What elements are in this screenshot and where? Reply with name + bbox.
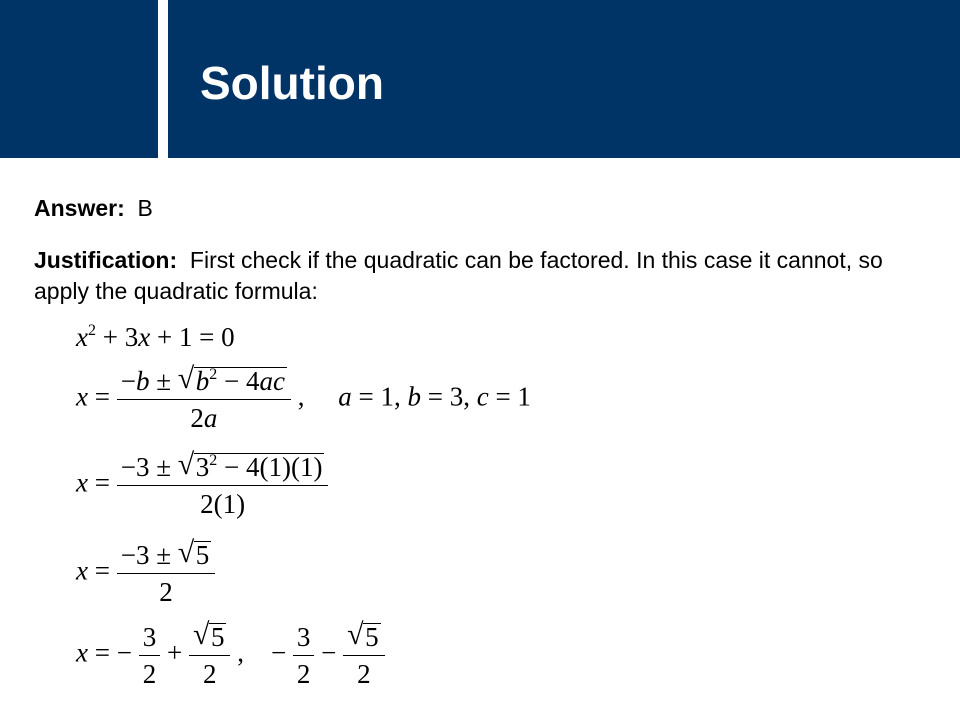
equation-substitution: x = −3 ± √ $3^2 - 4(1)(1)$ 2(1) [76, 452, 328, 519]
slide-title: Solution [200, 57, 384, 109]
formula-parameters: a = 1, b = 3, c = 1 [338, 381, 531, 412]
substitution-fraction: −3 ± √ $3^2 - 4(1)(1)$ 2(1) [117, 452, 329, 519]
simplified-fraction: −3 ± √ 5 2 [117, 540, 216, 607]
solution2-term2: √ 5 2 [343, 622, 385, 689]
justification-paragraph [34, 245, 914, 307]
equation-simplified: x = −3 ± √ 5 2 [76, 540, 215, 607]
solution2-term1: $\frac{3}{2}$ [293, 622, 315, 689]
formula-fraction: −b ± √ $b^2 - 4ac$ 2a [117, 366, 291, 433]
answer-value: B [137, 195, 153, 221]
answer-line [34, 194, 153, 222]
equation-quadratic: $x^2 + 3x + 1 = 0$ [76, 322, 235, 352]
solution1-term1: $\frac{3}{2}$ [139, 622, 161, 689]
solution1-term2: √ 5 2 [189, 622, 231, 689]
header-left-bar [0, 0, 158, 158]
justification-text: First check if the quadratic can be factored. In this case it cannot, so apply the quadratic formula: [34, 247, 883, 304]
justification-label: Justification: [34, 247, 178, 273]
equation-solutions: x = − $\frac{3}{2}$ + √ 5 2 , − $\frac{3}{2}$ − √ 5 2 [76, 622, 385, 689]
answer-label: Answer: [34, 195, 125, 221]
equation-quadratic-formula: x = −b ± √ $b^2 - 4ac$ 2a , a = 1, b = 3, c = 1 [76, 362, 531, 433]
